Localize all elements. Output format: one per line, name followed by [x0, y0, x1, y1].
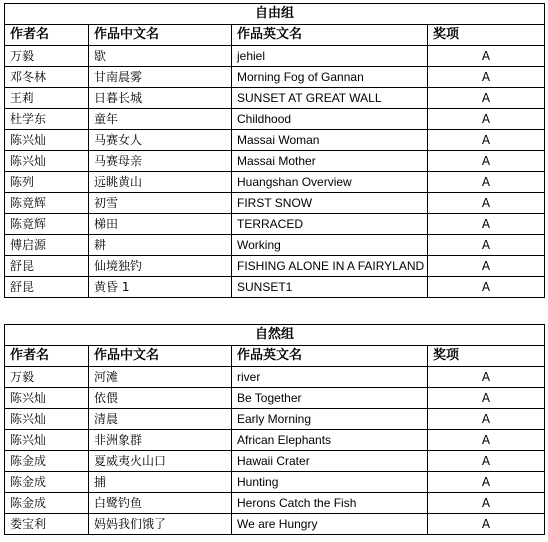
table-row	[5, 514, 545, 535]
table-row	[5, 451, 545, 472]
en-title-cell: Working	[232, 235, 428, 256]
col-header-cn-title: 作品中文名	[89, 25, 232, 46]
cn-title-cell: 河滩	[89, 367, 232, 388]
cn-title-cell: 远眺黄山	[89, 172, 232, 193]
author-cell: 万毅	[5, 367, 89, 388]
table-row	[5, 430, 545, 451]
author-cell: 舒昆	[5, 256, 89, 277]
award-cell: A	[428, 430, 545, 451]
author-cell: 杜学东	[5, 109, 89, 130]
award-cell: A	[428, 214, 545, 235]
table-row	[5, 235, 545, 256]
author-cell: 陈竟辉	[5, 193, 89, 214]
table-row	[5, 214, 545, 235]
table-row	[5, 367, 545, 388]
table-row	[5, 493, 545, 514]
col-header-award: 奖项	[428, 25, 545, 46]
author-cell: 陈列	[5, 172, 89, 193]
cn-title-cell: 捕	[89, 472, 232, 493]
en-title-cell: Childhood	[232, 109, 428, 130]
author-cell: 陈兴灿	[5, 430, 89, 451]
en-title-cell: FISHING ALONE IN A FAIRYLAND	[232, 256, 428, 277]
group-title: 自由组	[5, 4, 545, 25]
cn-title-cell: 耕	[89, 235, 232, 256]
award-cell: A	[428, 451, 545, 472]
en-title-cell: Morning Fog of Gannan	[232, 67, 428, 88]
col-header-en-title: 作品英文名	[232, 346, 428, 367]
table-row	[5, 388, 545, 409]
en-title-cell: Herons Catch the Fish	[232, 493, 428, 514]
table-row	[5, 109, 545, 130]
col-header-author: 作者名	[5, 346, 89, 367]
en-title-cell: SUNSET1	[232, 277, 428, 298]
cn-title-cell: 依偎	[89, 388, 232, 409]
award-cell: A	[428, 514, 545, 535]
award-cell: A	[428, 67, 545, 88]
table-row	[5, 151, 545, 172]
table-row	[5, 46, 545, 67]
author-cell: 陈金成	[5, 493, 89, 514]
author-cell: 陈金成	[5, 472, 89, 493]
col-header-author: 作者名	[5, 25, 89, 46]
en-title-cell: African Elephants	[232, 430, 428, 451]
author-cell: 陈兴灿	[5, 151, 89, 172]
table-row	[5, 409, 545, 430]
col-header-en-title: 作品英文名	[232, 25, 428, 46]
en-title-cell: Huangshan Overview	[232, 172, 428, 193]
table-row	[5, 67, 545, 88]
award-cell: A	[428, 277, 545, 298]
cn-title-cell: 仙境独钓	[89, 256, 232, 277]
en-title-cell: Massai Mother	[232, 151, 428, 172]
award-cell: A	[428, 388, 545, 409]
award-cell: A	[428, 193, 545, 214]
author-cell: 陈兴灿	[5, 409, 89, 430]
en-title-cell: We are Hungry	[232, 514, 428, 535]
table-row	[5, 472, 545, 493]
cn-title-cell: 黄昏 1	[89, 277, 232, 298]
author-cell: 万毅	[5, 46, 89, 67]
cn-title-cell: 梯田	[89, 214, 232, 235]
table-row	[5, 193, 545, 214]
author-cell: 陈兴灿	[5, 130, 89, 151]
award-cell: A	[428, 46, 545, 67]
cn-title-cell: 白鹭钓鱼	[89, 493, 232, 514]
award-cell: A	[428, 88, 545, 109]
table-row	[5, 256, 545, 277]
table-row	[5, 172, 545, 193]
award-cell: A	[428, 367, 545, 388]
award-cell: A	[428, 109, 545, 130]
award-cell: A	[428, 256, 545, 277]
author-cell: 陈金成	[5, 451, 89, 472]
award-cell: A	[428, 130, 545, 151]
cn-title-cell: 甘南晨雾	[89, 67, 232, 88]
author-cell: 舒昆	[5, 277, 89, 298]
en-title-cell: river	[232, 367, 428, 388]
author-cell: 王莉	[5, 88, 89, 109]
cn-title-cell: 妈妈我们饿了	[89, 514, 232, 535]
cn-title-cell: 初雪	[89, 193, 232, 214]
table-row	[5, 277, 545, 298]
author-cell: 邓冬林	[5, 67, 89, 88]
table-row	[5, 130, 545, 151]
award-cell: A	[428, 172, 545, 193]
en-title-cell: FIRST SNOW	[232, 193, 428, 214]
en-title-cell: Be Together	[232, 388, 428, 409]
en-title-cell: Massai Woman	[232, 130, 428, 151]
cn-title-cell: 童年	[89, 109, 232, 130]
col-header-cn-title: 作品中文名	[89, 346, 232, 367]
author-cell: 娄宝利	[5, 514, 89, 535]
author-cell: 陈竟辉	[5, 214, 89, 235]
award-cell: A	[428, 472, 545, 493]
cn-title-cell: 歇	[89, 46, 232, 67]
cn-title-cell: 夏威夷火山口	[89, 451, 232, 472]
en-title-cell: Early Morning	[232, 409, 428, 430]
cn-title-cell: 马赛母亲	[89, 151, 232, 172]
en-title-cell: Hawaii Crater	[232, 451, 428, 472]
en-title-cell: SUNSET AT GREAT WALL	[232, 88, 428, 109]
award-cell: A	[428, 493, 545, 514]
free-group-table	[4, 3, 545, 298]
en-title-cell: TERRACED	[232, 214, 428, 235]
col-header-award: 奖项	[428, 346, 545, 367]
award-cell: A	[428, 235, 545, 256]
en-title-cell: Hunting	[232, 472, 428, 493]
cn-title-cell: 非洲象群	[89, 430, 232, 451]
cn-title-cell: 日暮长城	[89, 88, 232, 109]
award-cell: A	[428, 151, 545, 172]
nature-group-table	[4, 324, 545, 535]
table-row	[5, 88, 545, 109]
en-title-cell: jehiel	[232, 46, 428, 67]
author-cell: 傅启源	[5, 235, 89, 256]
group-title: 自然组	[5, 325, 545, 346]
author-cell: 陈兴灿	[5, 388, 89, 409]
cn-title-cell: 马赛女人	[89, 130, 232, 151]
award-cell: A	[428, 409, 545, 430]
cn-title-cell: 清晨	[89, 409, 232, 430]
